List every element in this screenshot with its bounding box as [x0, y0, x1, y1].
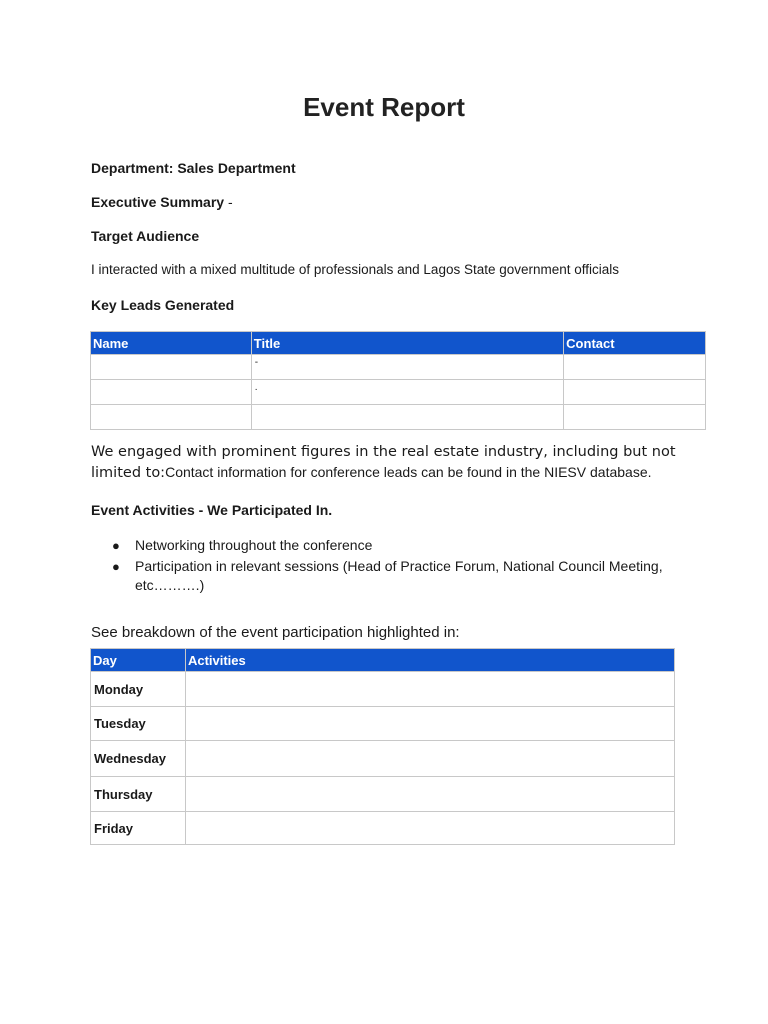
activities-cell: [185, 707, 674, 741]
activities-cell: [185, 741, 674, 777]
activities-cell: [185, 672, 674, 707]
target-audience-text: I interacted with a mixed multitude of professionals and Lagos State government officials: [91, 262, 620, 277]
column-header-day: Day: [91, 649, 186, 672]
day-cell: Friday: [91, 812, 186, 845]
lead-contact-cell: [564, 405, 706, 430]
column-header-title: Title: [251, 332, 563, 355]
bullet-icon: ●: [112, 538, 120, 553]
column-header-name: Name: [91, 332, 252, 355]
executive-summary-label: Executive Summary: [91, 194, 225, 210]
engagement-paragraph: [91, 442, 691, 483]
lead-name-cell: [91, 380, 252, 405]
bullet-icon: ●: [112, 558, 120, 574]
column-header-contact: Contact: [564, 332, 706, 355]
lead-name-cell: [91, 355, 252, 380]
table-row: [91, 741, 675, 777]
table-header-row: [91, 649, 675, 672]
activities-cell: [185, 777, 674, 812]
table-row: [91, 355, 706, 380]
table-row: [91, 405, 706, 430]
lead-contact-cell: [564, 355, 706, 380]
column-header-activities: Activities: [185, 649, 674, 672]
list-item: [112, 536, 682, 556]
event-activities-heading: Event Activities - We Participated In.: [91, 502, 333, 518]
executive-summary-line: [91, 194, 233, 210]
table-row: [91, 777, 675, 812]
table-header-row: [91, 332, 706, 355]
activity-text: Networking throughout the conference: [135, 537, 373, 553]
engagement-lead-text: We engaged with prominent figures in the real estate industry, including but not limited to:: [91, 444, 676, 481]
activities-list: [112, 536, 682, 597]
lead-title-cell: [251, 405, 563, 430]
lead-title-cell: .: [251, 380, 563, 405]
department-line: Department: Sales Department: [91, 160, 296, 176]
day-cell: Wednesday: [91, 741, 186, 777]
table-row: [91, 707, 675, 741]
activity-text: Participation in relevant sessions (Head of Practice Forum, National Council Meeting, etc……….): [135, 557, 663, 593]
key-leads-table: [90, 331, 706, 430]
lead-title-cell: -: [251, 355, 563, 380]
daily-breakdown-table: [90, 648, 675, 845]
list-item: [112, 557, 682, 596]
executive-summary-suffix: -: [224, 194, 233, 210]
day-cell: Monday: [91, 672, 186, 707]
table-row: [91, 812, 675, 845]
key-leads-heading: Key Leads Generated: [91, 297, 235, 313]
target-audience-heading: Target Audience: [91, 228, 200, 244]
engagement-note: Contact information for conference leads can be found in the NIESV database.: [165, 464, 652, 480]
table-row: [91, 380, 706, 405]
lead-contact-cell: [564, 380, 706, 405]
day-cell: Tuesday: [91, 707, 186, 741]
activities-cell: [185, 812, 674, 845]
page-title: Event Report: [303, 92, 465, 122]
table-row: [91, 672, 675, 707]
breakdown-intro: See breakdown of the event participation highlighted in:: [91, 624, 460, 641]
day-cell: Thursday: [91, 777, 186, 812]
lead-name-cell: [91, 405, 252, 430]
